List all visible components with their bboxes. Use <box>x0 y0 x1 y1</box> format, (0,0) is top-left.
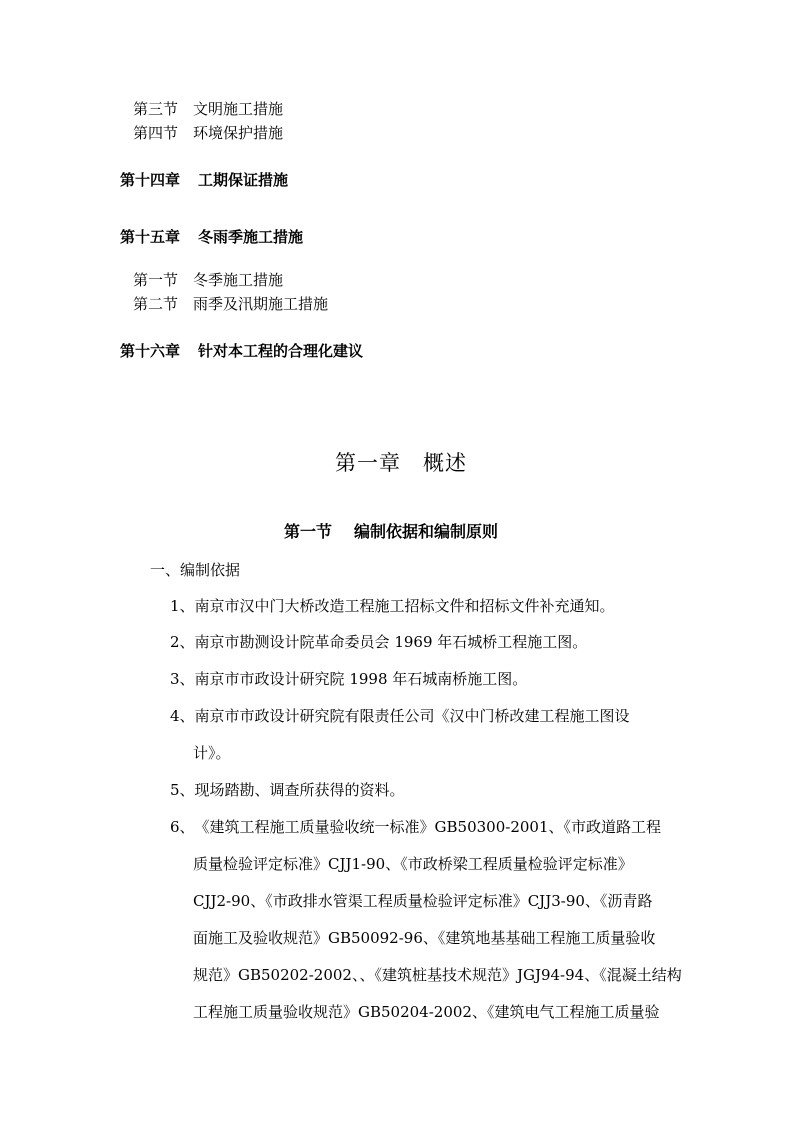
list-item-6-line-2: 质量检验评定标准》CJJ1-90、《市政桥梁工程质量检验评定标准》 <box>193 855 633 873</box>
toc-entry-section-3 <box>133 100 283 118</box>
list-item-2 <box>170 633 587 651</box>
chapter-title: 概述 <box>423 451 467 475</box>
list-item-4-continuation: 计》。 <box>193 744 231 762</box>
toc-chapter-number: 第十五章 <box>120 228 181 246</box>
toc-entry-chapter-15-section-2 <box>133 295 328 313</box>
list-item-number: 5、 <box>170 781 195 799</box>
toc-entry-section-4 <box>133 124 283 142</box>
list-item-text: 现场踏勘、调查所获得的资料。 <box>194 781 405 799</box>
chapter-number: 第一章 <box>335 451 401 475</box>
toc-entry-title: 文明施工措施 <box>193 100 284 118</box>
list-item-6-line-5: 规范》GB50202-2002、、《建筑桩基技术规范》JGJ94-94、《混凝土结构 <box>193 966 682 984</box>
toc-entry-number: 第三节 <box>133 100 179 118</box>
list-item-5 <box>170 781 405 799</box>
toc-chapter-title: 工期保证措施 <box>198 171 289 189</box>
toc-chapter-title: 冬雨季施工措施 <box>198 228 304 246</box>
toc-chapter-number: 第十四章 <box>120 171 181 189</box>
list-item-6-line-3: CJJ2-90、《市政排水管渠工程质量检验评定标准》CJJ3-90、《沥青路 <box>193 892 653 910</box>
toc-entry-title: 雨季及汛期施工措施 <box>193 295 329 313</box>
list-item-text: 南京市市政设计研究院有限责任公司《汉中门桥改建工程施工图设 <box>194 707 630 725</box>
toc-entry-chapter-14 <box>120 171 288 189</box>
list-item-6-line-4: 面施工及验收规范》GB50092-96、《建筑地基基础工程施工质量验收 <box>193 929 656 947</box>
list-item-text: 南京市汉中门大桥改造工程施工招标文件和招标文件补充通知。 <box>194 597 615 615</box>
list-item-text: 南京市市政设计研究院 1998 年石城南桥施工图。 <box>194 670 528 688</box>
section-number: 第一节 <box>284 522 333 541</box>
list-item-text-line-1: 《建筑工程施工质量验收统一标准》GB50300-2001、《市政道路工程 <box>194 818 662 836</box>
list-item-4 <box>170 707 630 725</box>
list-item-number: 1、 <box>170 597 195 615</box>
subheading-basis: 一、编制依据 <box>150 561 241 579</box>
toc-entry-title: 环境保护措施 <box>193 124 284 142</box>
list-item-1 <box>170 597 615 615</box>
list-item-text: 南京市勘测设计院革命委员会 1969 年石城桥工程施工图。 <box>194 633 588 651</box>
toc-entry-title: 冬季施工措施 <box>193 271 284 289</box>
list-item-6 <box>170 818 661 836</box>
section-title: 编制依据和编制原则 <box>354 522 499 541</box>
list-item-number: 6、 <box>170 818 195 836</box>
chapter-heading <box>335 450 467 476</box>
toc-entry-chapter-15-section-1 <box>133 271 283 289</box>
toc-entry-chapter-16 <box>120 342 363 360</box>
toc-chapter-title: 针对本工程的合理化建议 <box>198 342 364 360</box>
list-item-3 <box>170 670 527 688</box>
toc-entry-chapter-15 <box>120 228 303 246</box>
toc-entry-number: 第四节 <box>133 124 179 142</box>
section-heading <box>284 522 498 542</box>
toc-entry-number: 第一节 <box>133 271 179 289</box>
list-item-number: 4、 <box>170 707 195 725</box>
list-item-number: 2、 <box>170 633 195 651</box>
toc-entry-number: 第二节 <box>133 295 179 313</box>
toc-chapter-number: 第十六章 <box>120 342 181 360</box>
list-item-number: 3、 <box>170 670 195 688</box>
list-item-6-line-6: 工程施工质量验收规范》GB50204-2002、《建筑电气工程施工质量验 <box>193 1003 660 1021</box>
